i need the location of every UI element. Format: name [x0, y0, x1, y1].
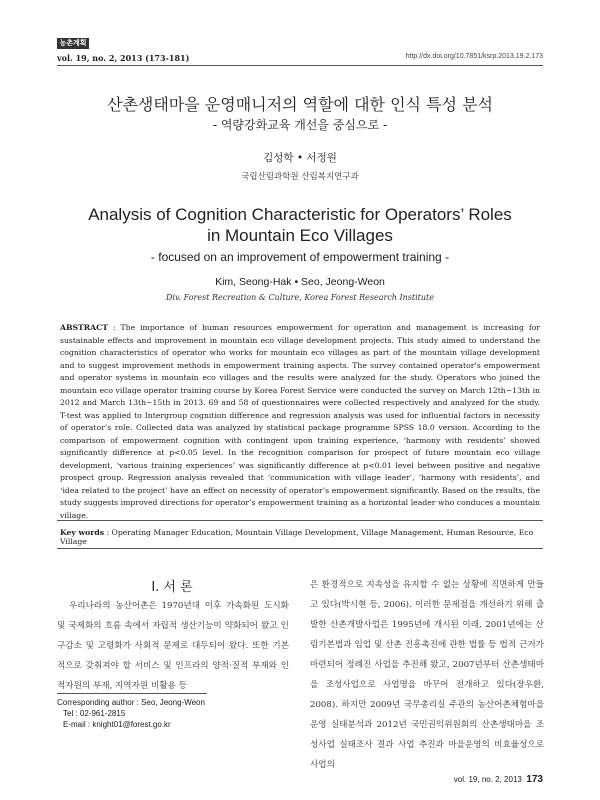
keywords — [60, 528, 540, 546]
english-subtitle: - focused on an improvement of empowerment training - — [150, 250, 450, 264]
footer-volume: vol. 19, no. 2, 2013 — [453, 775, 522, 784]
page-footer — [454, 774, 543, 785]
korean-affiliation: 국립산림과학원 산림복지연구과 — [241, 172, 359, 182]
header-divider — [57, 65, 543, 66]
section-heading-introduction: Ⅰ. 서 론 — [151, 580, 193, 595]
body-right-column: 은 환경적으로 지속성을 유지할 수 없는 상황에 직면하게 만들고 있다(박시현 등, 2006). 이러한 문제점을 개선하기 위해 출발한 산촌개발사업은 1995년에 개시된 이래, 2001년에는 산림기본법과 임업 및 산촌 진흥촉진에 관한 법률 등 법적 근거가 마련되어 정례진 사업을 추진해 왔고, 2007년부터 산촌생태마을 조성사업으로 사업명을 바꾸어 전개하고 있다(장우환, 2008). 하지만 2009년 국무총리실 주관의 농산어촌체험마을 운영 실태분석과 2012년 국민권익위원회의 산촌생태마을 조성사업 실태조사 결과 사업 추진과 마을운영의 비효율성으로 사업의 — [310, 580, 544, 770]
abstract — [60, 322, 540, 522]
volume-info: vol. 19, no. 2, 2013 (173-181) — [57, 53, 190, 63]
keywords-label: Key words — [60, 528, 105, 537]
footnote-divider — [57, 693, 207, 694]
keywords-text: : Operating Manager Education, Mountain Village Development, Village Management, Human Resource, Eco Village — [60, 528, 534, 546]
correspondence — [57, 697, 257, 730]
abstract-text: : The importance of human resources empowerment for operation and management is increasing for sustainable effects and improvement in mountain eco village development projects. This study aimed to understand the cognition characteristics of operator who works for mountain eco villages as part of the mountain village development and to suggest improvement methods in empowerment training aspects. The survey contained operator’s empowerment and operator systems in mountain eco villages and the results were analyzed for the study. Operators who joined the mountain eco village operator training course by Korea Forest Service were conducted the survey on March 12th~13th in 2012 and March 13th~15th in 2013. 69 and 58 of questionnaires were collected respectively and analyzed for the study. T-test was applied to Intergroup cognition difference and regression analysis was used for influential factors in necessity of operator’s role. Collected data was analyzed by statistical package programme SPSS 18.0 version. According to the comparison of empowerment cognition with contingent upon training experience, ‘harmony with residents’ showed significantly difference at p<0.05 level. In the recognition comparison for prospect of future mountain eco village development, ‘various training experiences’ was significantly difference at p<0.01 level between positive and negative prospect group. Regression analysis revealed that ‘communication with village leader’, ‘harmony with residents’, and ‘idea related to the project’ have an effect on necessity of operator’s empowerment significantly. Based on the results, the study suggests improved directions for operator’s empowerment training as a horizontal leader who conduces a mountain village. — [60, 323, 540, 520]
journal-logo: 농촌계획 — [57, 38, 89, 49]
english-affiliation: Div. Forest Recreation & Culture, Korea Forest Research Institute — [165, 293, 434, 302]
english-authors: Kim, Seong-Hak • Seo, Jeong-Weon — [215, 276, 385, 288]
page-number: 173 — [526, 774, 543, 785]
corresponding-tel: Tel : 02-961-2815 — [63, 709, 126, 718]
doi-link[interactable]: http://dx.doi.org/10.7851/ksrp.2013.19.2.173 — [405, 53, 543, 60]
korean-title: 산촌생태마을 운영매니저의 역할에 대한 인식 특성 분석 — [106, 95, 493, 114]
keywords-divider — [57, 548, 543, 549]
corresponding-author: Corresponding author : Seo, Jeong-Weon — [57, 698, 205, 707]
abstract-divider — [57, 520, 543, 521]
korean-authors: 김성학 • 서정원 — [263, 152, 337, 164]
english-title-line2: in Mountain Eco Villages — [207, 226, 393, 245]
corresponding-email: E-mail : knight01@forest.go.kr — [63, 720, 171, 729]
english-title-line1: Analysis of Cognition Characteristic for Operators’ Roles — [88, 205, 512, 224]
korean-subtitle: - 역량강화교육 개선을 중심으로 - — [212, 118, 388, 132]
abstract-label: ABSTRACT — [60, 323, 108, 332]
body-left-column: 우리나라의 농산어촌은 1970년대 이후 가속화된 도시화 및 국제화의 흐름 속에서 자립적 생산기능이 약화되어 왔고 인구감소 및 고령화가 사회적 문제로 대두되어 왔다. 또한 기본적으로 갖춰져야 할 서비스 및 인프라의 양적·질적 부재와 인적자원의 부재, 지역자원 비활용 등 — [57, 601, 289, 691]
